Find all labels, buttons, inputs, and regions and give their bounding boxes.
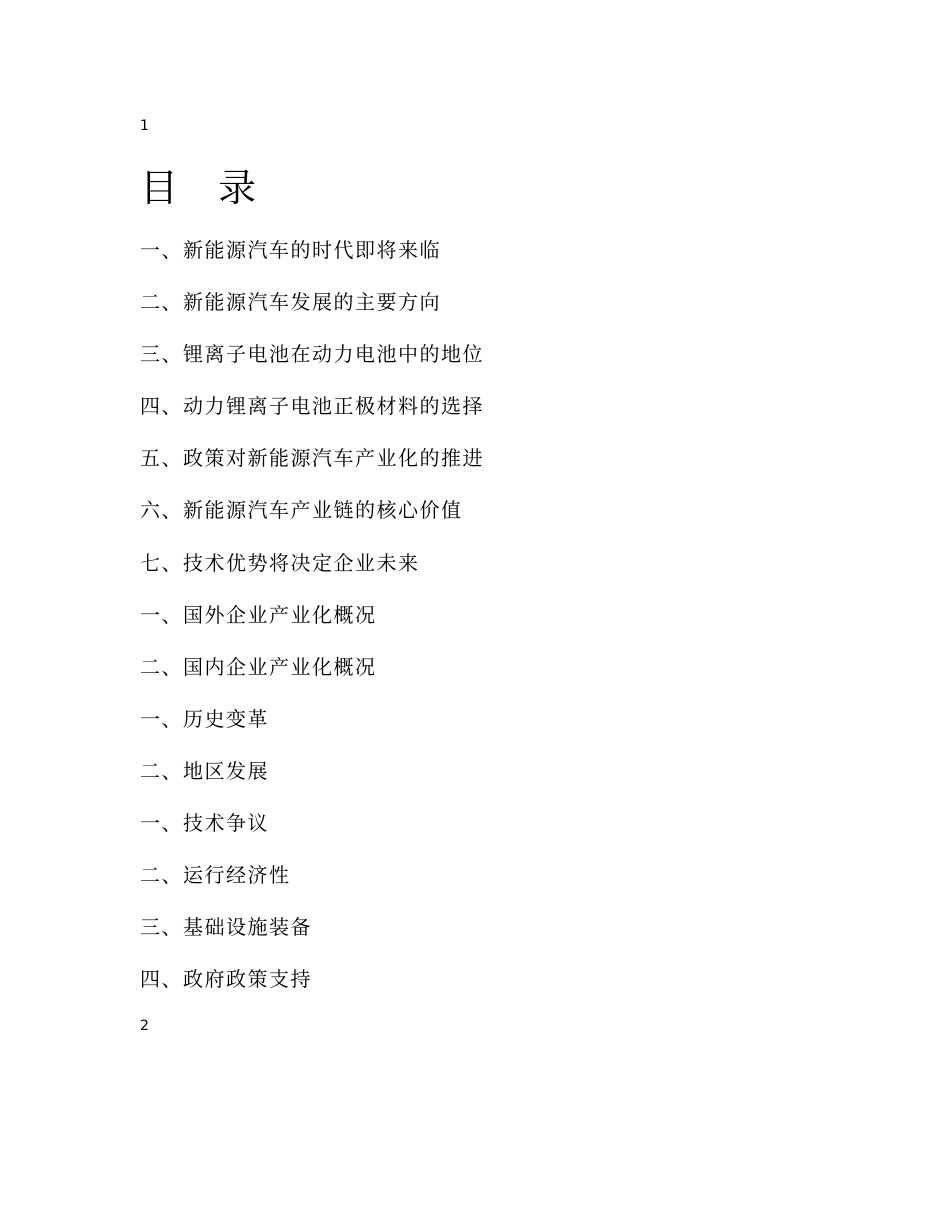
toc-item[interactable]: 一、国外企业产业化概况 <box>140 602 377 627</box>
toc-item[interactable]: 四、动力锂离子电池正极材料的选择 <box>140 394 484 419</box>
toc-item[interactable]: 二、国内企业产业化概况 <box>140 654 377 679</box>
toc-item[interactable]: 一、新能源汽车的时代即将来临 <box>140 238 441 262</box>
toc-title: 目 录 <box>140 166 271 210</box>
toc-item[interactable]: 一、历史变革 <box>140 706 269 731</box>
toc-item[interactable]: 一、技术争议 <box>140 811 269 836</box>
toc-item[interactable]: 二、地区发展 <box>140 758 269 783</box>
page-number-bottom: 2 <box>140 1018 149 1034</box>
toc-item[interactable]: 二、运行经济性 <box>140 863 291 888</box>
toc-item[interactable]: 七、技术优势将决定企业未来 <box>140 550 420 575</box>
toc-list <box>140 236 484 1017</box>
toc-item[interactable]: 四、政府政策支持 <box>140 967 312 992</box>
toc-item[interactable]: 二、新能源汽车发展的主要方向 <box>140 290 441 315</box>
toc-item[interactable]: 六、新能源汽车产业链的核心价值 <box>140 498 463 523</box>
toc-item[interactable]: 三、基础设施装备 <box>140 915 312 940</box>
toc-item[interactable]: 三、锂离子电池在动力电池中的地位 <box>140 342 484 367</box>
page-number-top: 1 <box>140 118 149 134</box>
toc-item[interactable]: 五、政策对新能源汽车产业化的推进 <box>140 446 484 471</box>
